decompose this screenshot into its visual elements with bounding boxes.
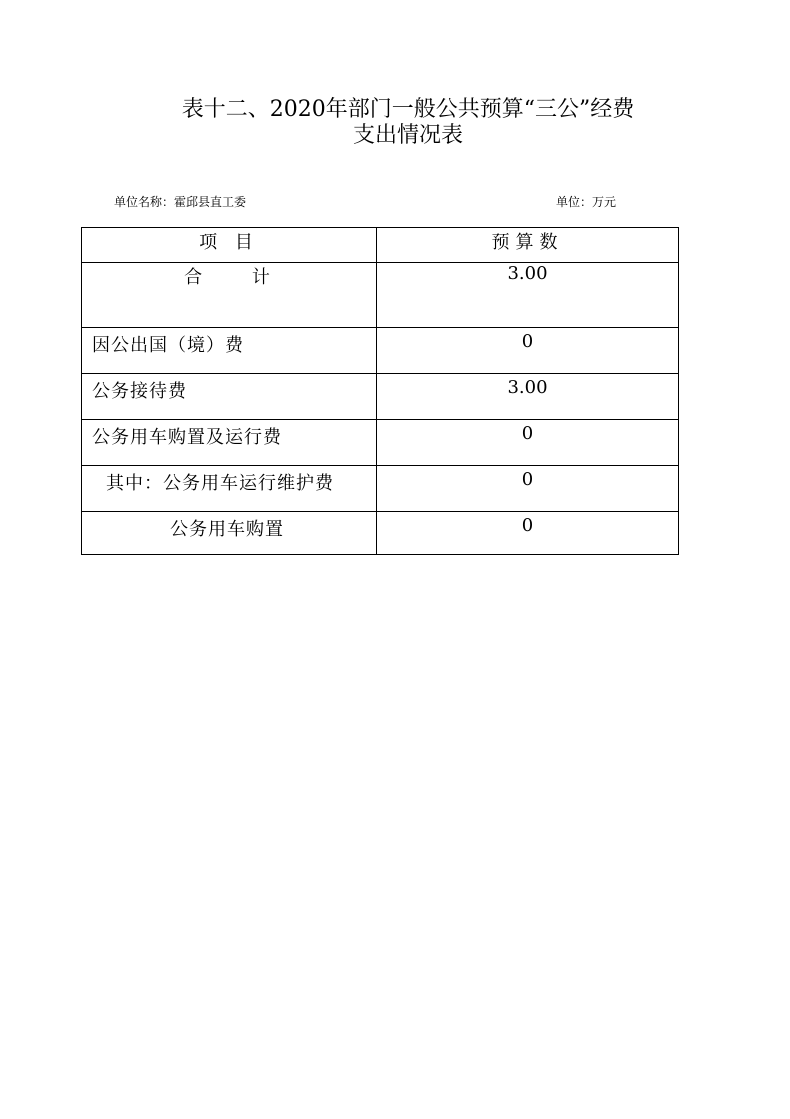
page-subtitle: 支出情况表 (352, 123, 463, 148)
table-row (82, 512, 679, 555)
row-label: 公务接待费 (92, 381, 187, 402)
table-row (82, 374, 679, 420)
unit-label: 单位：万元 (556, 195, 617, 209)
table-row (82, 466, 679, 512)
row-label: 其中：公务用车运行维护费 (106, 473, 334, 494)
table-row (82, 328, 679, 374)
header-budget: 预算数 (377, 228, 679, 263)
page-title: 表十二、2020年部门一般公共预算“三公”经费 (181, 97, 635, 122)
row-label: 公务用车购置 (170, 519, 284, 540)
total-label: 合 计 (82, 263, 377, 328)
table-header-row (82, 228, 679, 263)
table-row (82, 420, 679, 466)
row-value: 3.00 (507, 377, 548, 398)
row-value: 0 (521, 423, 534, 444)
row-label: 因公出国（境）费 (92, 335, 244, 356)
row-label: 公务用车购置及运行费 (92, 427, 282, 448)
table-row-total (82, 263, 679, 328)
row-value: 0 (521, 515, 534, 536)
budget-table (81, 227, 679, 555)
row-value: 0 (521, 331, 534, 352)
total-value: 3.00 (377, 263, 679, 328)
header-item: 项 目 (82, 228, 377, 263)
row-value: 0 (521, 469, 534, 490)
unit-name-label: 单位名称：霍邱县直工委 (114, 195, 247, 209)
